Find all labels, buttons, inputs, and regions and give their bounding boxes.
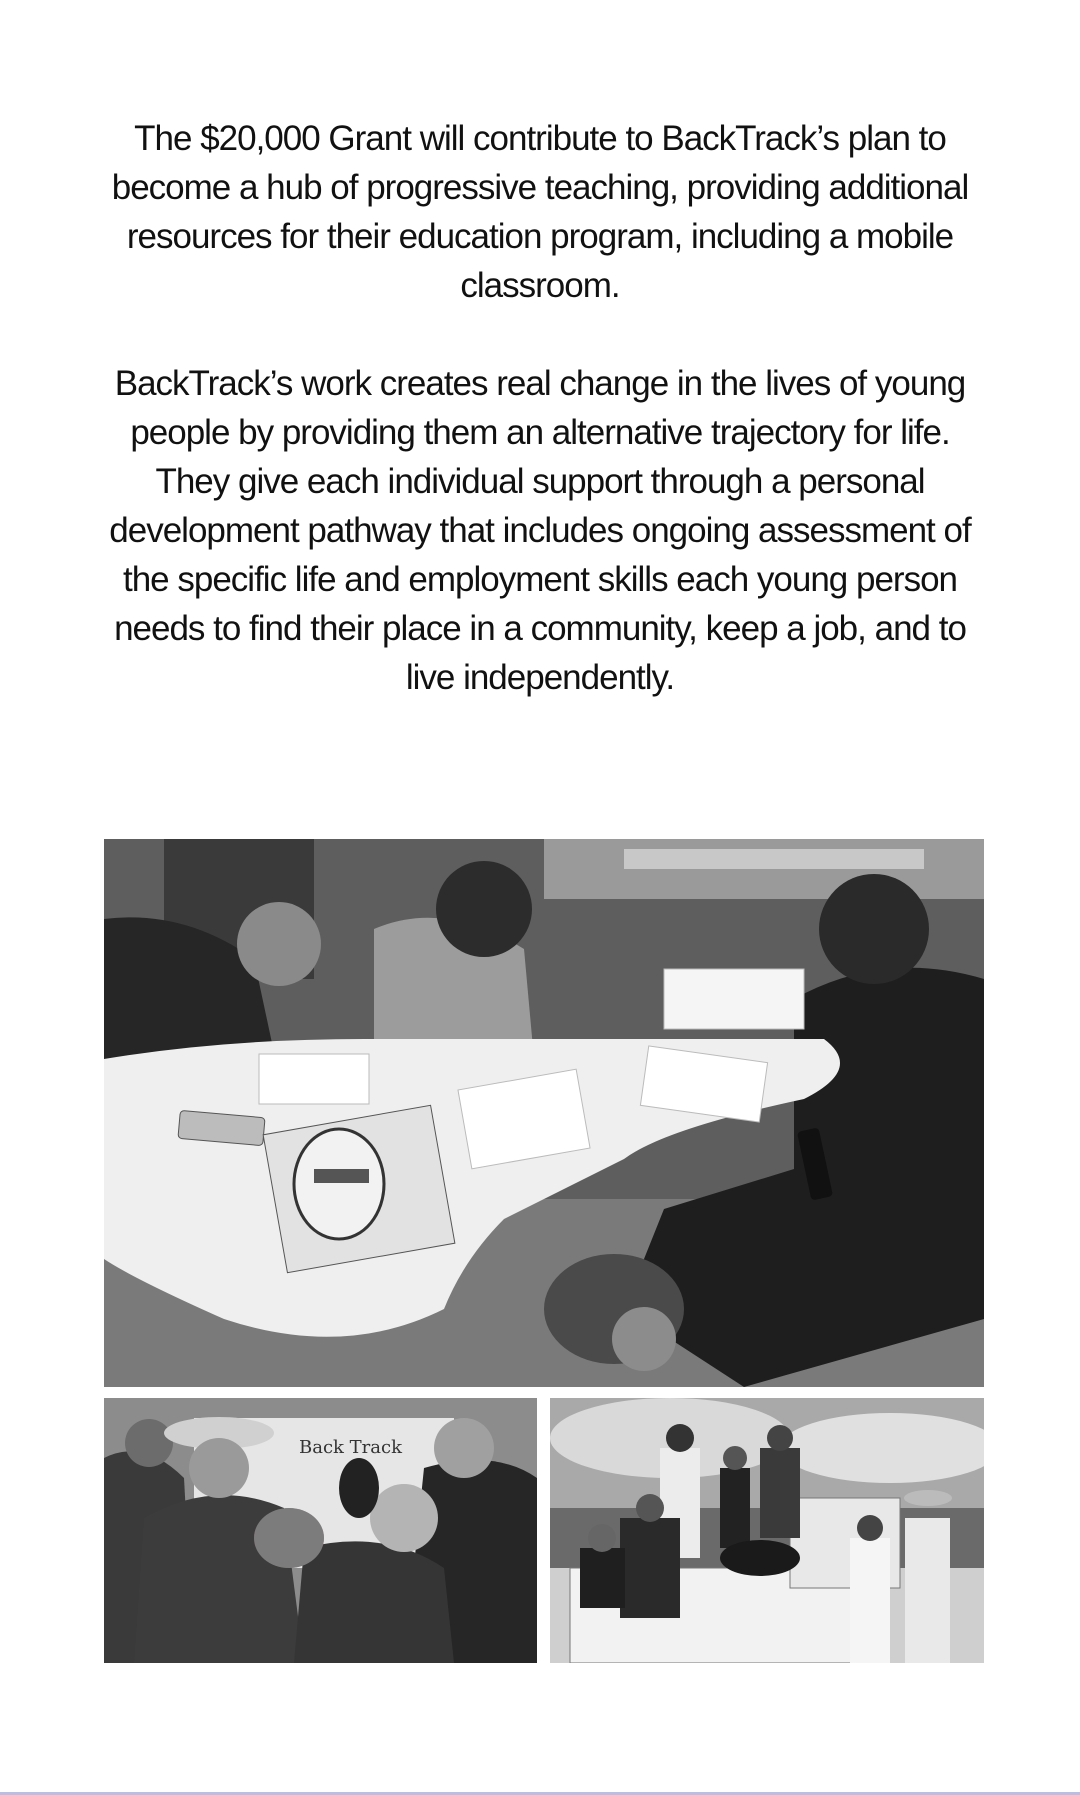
grant-paragraph: The $20,000 Grant will contribute to BackTrack’s plan to become a hub of progressive teaching, providing additional resources for their education program, including a mobile classroom. [111,119,969,305]
group-portrait-photo [104,1398,537,1663]
backtrack-sign-text: Back Track [299,1437,402,1458]
backtrack-paragraph: BackTrack’s work creates real change in the lives of young people by providing them an alternative trajectory for life. They give each individual support through a personal development pathway that includes ongoing assessment of the specific life and employment skills each young person needs to find their place in a community, keep a job, and to live independently. [109,364,971,697]
classroom-photo [104,839,984,1387]
truck-group-photo [550,1398,984,1663]
